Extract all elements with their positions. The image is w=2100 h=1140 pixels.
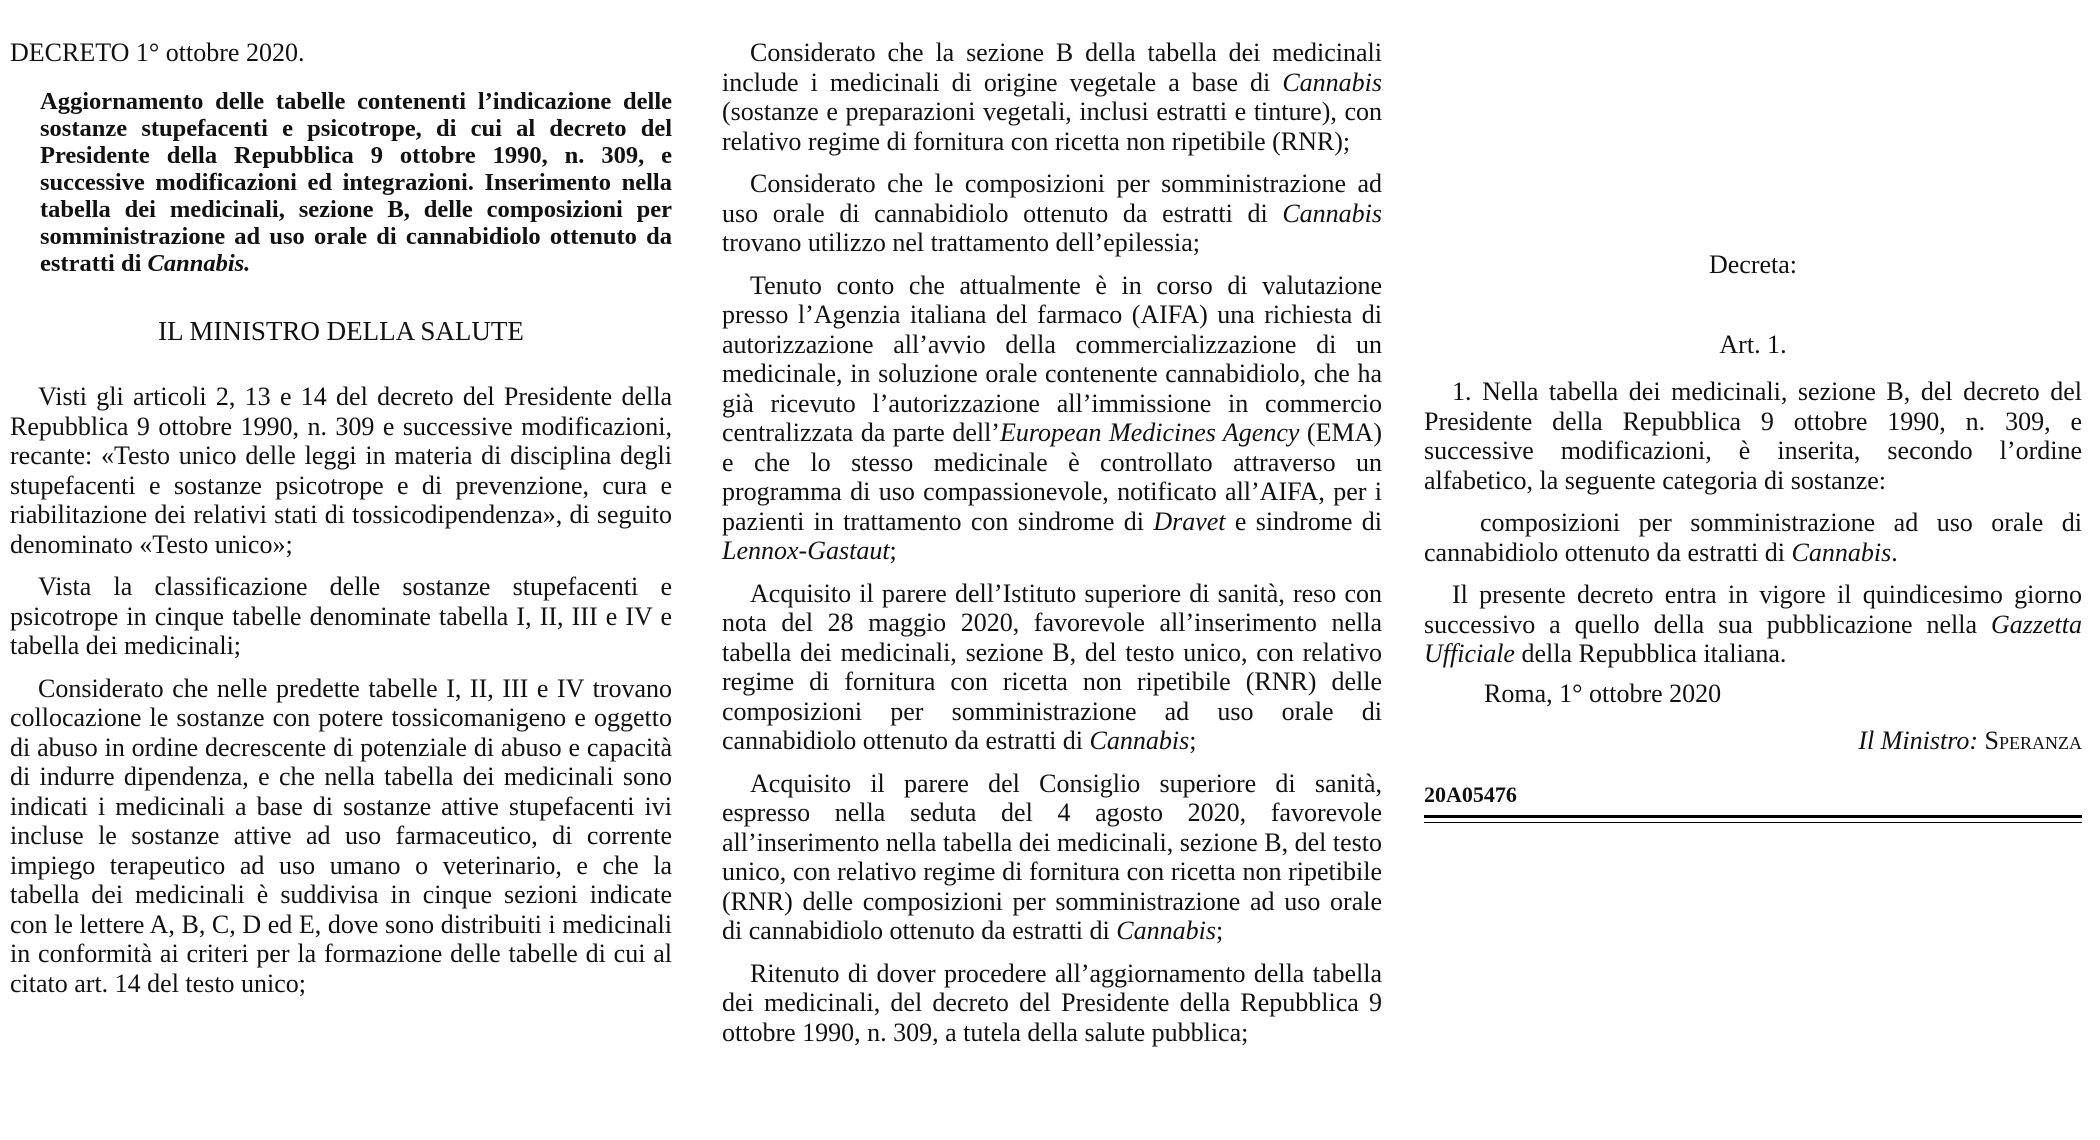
substance-category: composizioni per somministrazione ad uso orale di cannabidiolo ottenuto da estratti di Cannabis.: [1424, 508, 2082, 567]
decreta-heading: Decreta:: [1708, 250, 1798, 279]
decree-title: Aggiornamento delle tabelle contenenti l’indicazione delle sostanze stupefacenti e psicotrope, di cui al decreto del Presidente della Repubblica 9 ottobre 1990, n. 309, e successive modificazioni ed integrazioni. Inserimento nella tabella dei medicinali, sezione B, delle composizioni per somministrazione ad uso orale di cannabidiolo ottenuto da estratti di Cannabis.: [40, 87, 672, 277]
paragraph-acquisito-iss: Acquisito il parere dell’Istituto superiore di sanità, reso con nota del 28 maggio 2020, favorevole all’inserimento nella tabella dei medicinali, sezione B, del testo unico, con relativo regime di fornitura con ricetta non ripetibile (RNR) delle composizioni per somministrazione ad uso orale di cannabidiolo ottenuto da estratti di Cannabis;: [722, 578, 1382, 755]
paragraph-visti: Visti gli articoli 2, 13 e 14 del decreto del Presidente della Repubblica 9 ottobre 1990, n. 309 e successive modificazioni, recante: «Testo unico delle leggi in materia di disciplina degli stupefacenti e sostanze psicotrope e di prevenzione, cura e riabilitazione dei relativi stati di tossicodipendenza», di seguito denominato «Testo unico»;: [10, 382, 672, 559]
paragraph-vista: Vista la classificazione delle sostanze stupefacenti e psicotrope in cinque tabelle denominate tabella I, II, III e IV e tabella dei medicinali;: [10, 572, 672, 660]
signature: Il Ministro: Speranza: [1858, 726, 2082, 755]
entry-into-force: Il presente decreto entra in vigore il quindicesimo giorno successivo a quello della sua pubblicazione nella Gazzetta Ufficiale della Repubblica italiana.: [1424, 580, 2082, 668]
article-heading: Art. 1.: [1719, 329, 1787, 359]
issuer-heading: IL MINISTRO DELLA SALUTE: [158, 315, 524, 346]
column-left: [10, 38, 672, 998]
paragraph-ritenuto: Ritenuto di dover procedere all’aggiornamento della tabella dei medicinali, del decreto del Presidente della Repubblica 9 ottobre 1990, n. 309, a tutela della salute pubblica;: [722, 958, 1382, 1047]
place-date: Roma, 1° ottobre 2020: [1484, 678, 1722, 708]
paragraph-considerato-composizioni: Considerato che le composizioni per somministrazione ad uso orale di cannabidiolo ottenuto da estratti di Cannabis trovano utilizzo nel trattamento dell’epilessia;: [722, 169, 1382, 257]
closing-rule: [1424, 818, 2082, 823]
paragraph-acquisito-css: Acquisito il parere del Consiglio superiore di sanità, espresso nella seduta del 4 agosto 2020, favorevole all’inserimento nella tabella dei medicinali, sezione B, del testo unico, con relativo regime di fornitura con ricetta non ripetibile (RNR) delle composizioni per somministrazione ad uso orale di cannabidiolo ottenuto da estratti di Cannabis;: [722, 768, 1382, 945]
column-right: [1424, 38, 2082, 823]
paragraph-considerato-sezione-b: Considerato che la sezione B della tabella dei medicinali include i medicinali di origine vegetale a base di Cannabis (sostanze e preparazioni vegetali, inclusi estratti e tinture), con relativo regime di fornitura con ricetta non ripetibile (RNR);: [722, 38, 1382, 156]
column-middle: [722, 38, 1382, 1047]
article-comma-1: 1. Nella tabella dei medicinali, sezione B, del decreto del Presidente della Repubblica 9 ottobre 1990, n. 309, e successive modificazioni, è inserita, secondo l’ordine alfabetico, la seguente categoria di sostanze:: [1424, 377, 2082, 495]
paragraph-tenuto-conto: Tenuto conto che attualmente è in corso di valutazione presso l’Agenzia italiana del farmaco (AIFA) una richiesta di autorizzazione all’avvio della commercializzazione di un medicinale, in soluzione orale contenente cannabidiolo, che ha già ricevuto l’autorizzazione all’immissione in commercio centralizzata da parte dell’European Medicines Agency (EMA) e che lo stesso medicinale è controllato attraverso un programma di uso compassionevole, notificato all’AIFA, per i pazienti in trattamento con sindrome di Dravet e sindrome di Lennox-Gastaut;: [722, 270, 1383, 565]
decree-date-heading: DECRETO 1° ottobre 2020.: [10, 38, 305, 67]
paragraph-considerato-tabelle: Considerato che nelle predette tabelle I, II, III e IV trovano collocazione le sostanze con potere tossicomanigeno e oggetto di abuso in ordine decrescente di potenziale di abuso e capacità di indurre dipendenza, e che nella tabella dei medicinali sono indicati i medicinali a base di sostanze attive stupefacenti ivi incluse le sostanze attive ad uso farmaceutico, di corrente impiego terapeutico ad uso umano o veterinario, e che la tabella dei medicinali è suddivisa in cinque sezioni indicate con le lettere A, B, C, D ed E, dove sono distribuiti i medicinali in conformità ai criteri per la formazione delle tabelle di cui al citato art. 14 del testo unico;: [10, 673, 672, 998]
document-code: 20A05476: [1424, 780, 2082, 819]
